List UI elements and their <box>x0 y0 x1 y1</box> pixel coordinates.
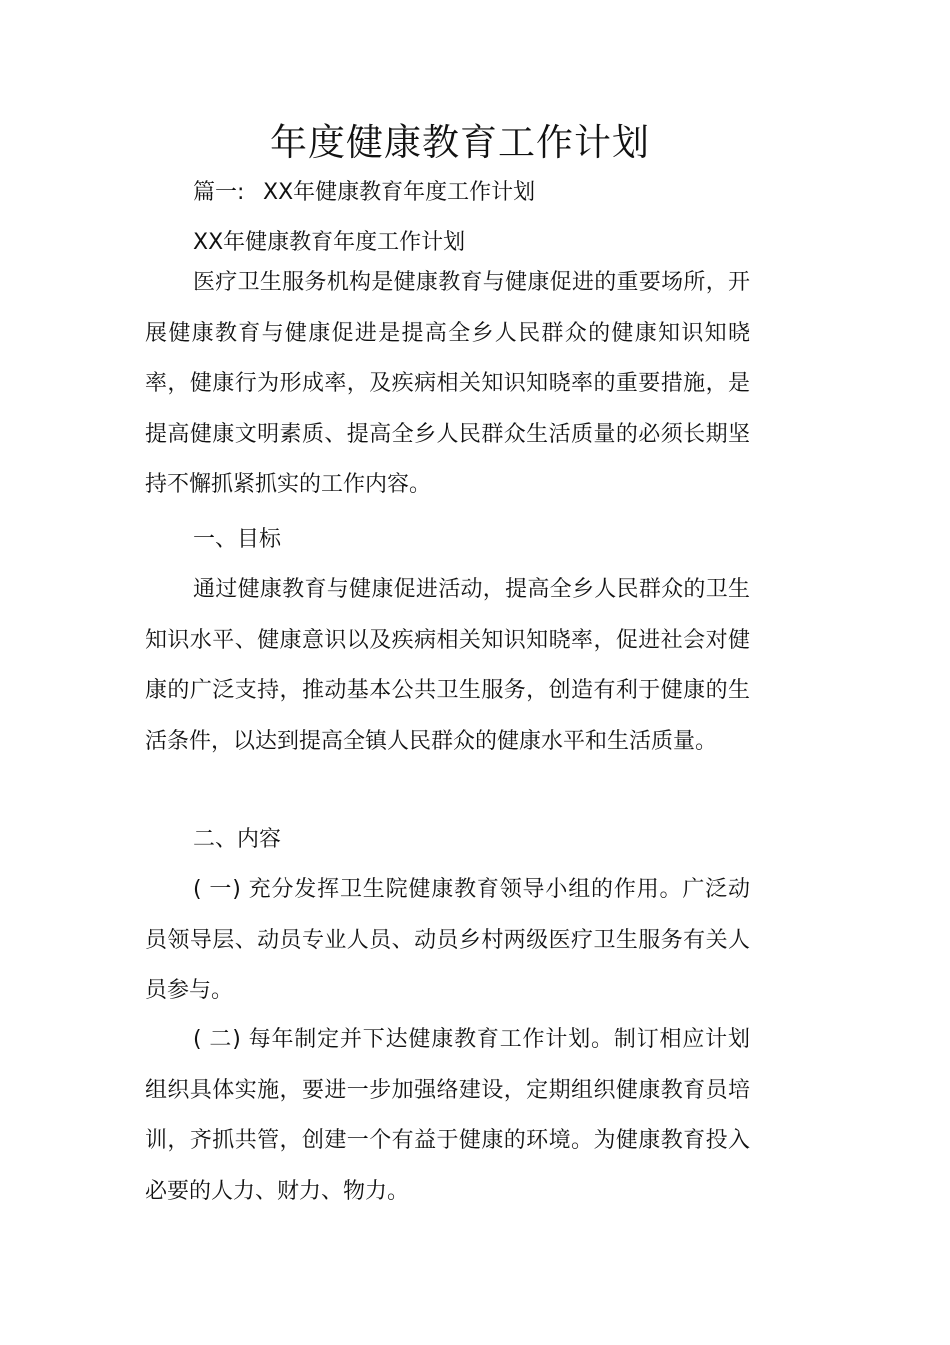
content-item-2: ( 二) 每年制定并下达健康教育工作计划。制订相应计划组织具体实施，要进一步加强络建设，定期组织健康教育员培训，齐抓共管，创建一个有益于健康的环境。为健康教育投入必要的人力、财力、物力。 <box>145 1027 750 1204</box>
section1-paragraph: 通过健康教育与健康促进活动，提高全乡人民群众的卫生知识水平、健康意识以及疾病相关知识知晓率，促进社会对健康的广泛支持，推动基本公共卫生服务，创造有利于健康的生活条件，以达到提高全镇人民群众的健康水平和生活质量。 <box>145 577 750 754</box>
section1-heading: 一、目标 <box>193 527 282 552</box>
document-title: 年度健康教育工作计划 <box>270 121 650 164</box>
intro-paragraph: 医疗卫生服务机构是健康教育与健康促进的重要场所，开展健康教育与健康促进是提高全乡人民群众的健康知识知晓率，健康行为形成率，及疾病相关知识知晓率的重要措施，是提高健康文明素质、提高全乡人民群众生活质量的必须长期坚持不懈抓紧抓实的工作内容。 <box>145 270 750 497</box>
content-item-1: ( 一) 充分发挥卫生院健康教育领导小组的作用。广泛动员领导层、动员专业人员、动员乡村两级医疗卫生服务有关人员参与。 <box>145 877 750 1003</box>
subtitle-text: XX年健康教育年度工作计划 <box>263 180 536 205</box>
subheading: XX年健康教育年度工作计划 <box>193 230 466 255</box>
subtitle-line <box>193 178 535 208</box>
subtitle-prefix: 篇一: <box>193 180 245 205</box>
section2-heading: 二、内容 <box>193 827 282 852</box>
